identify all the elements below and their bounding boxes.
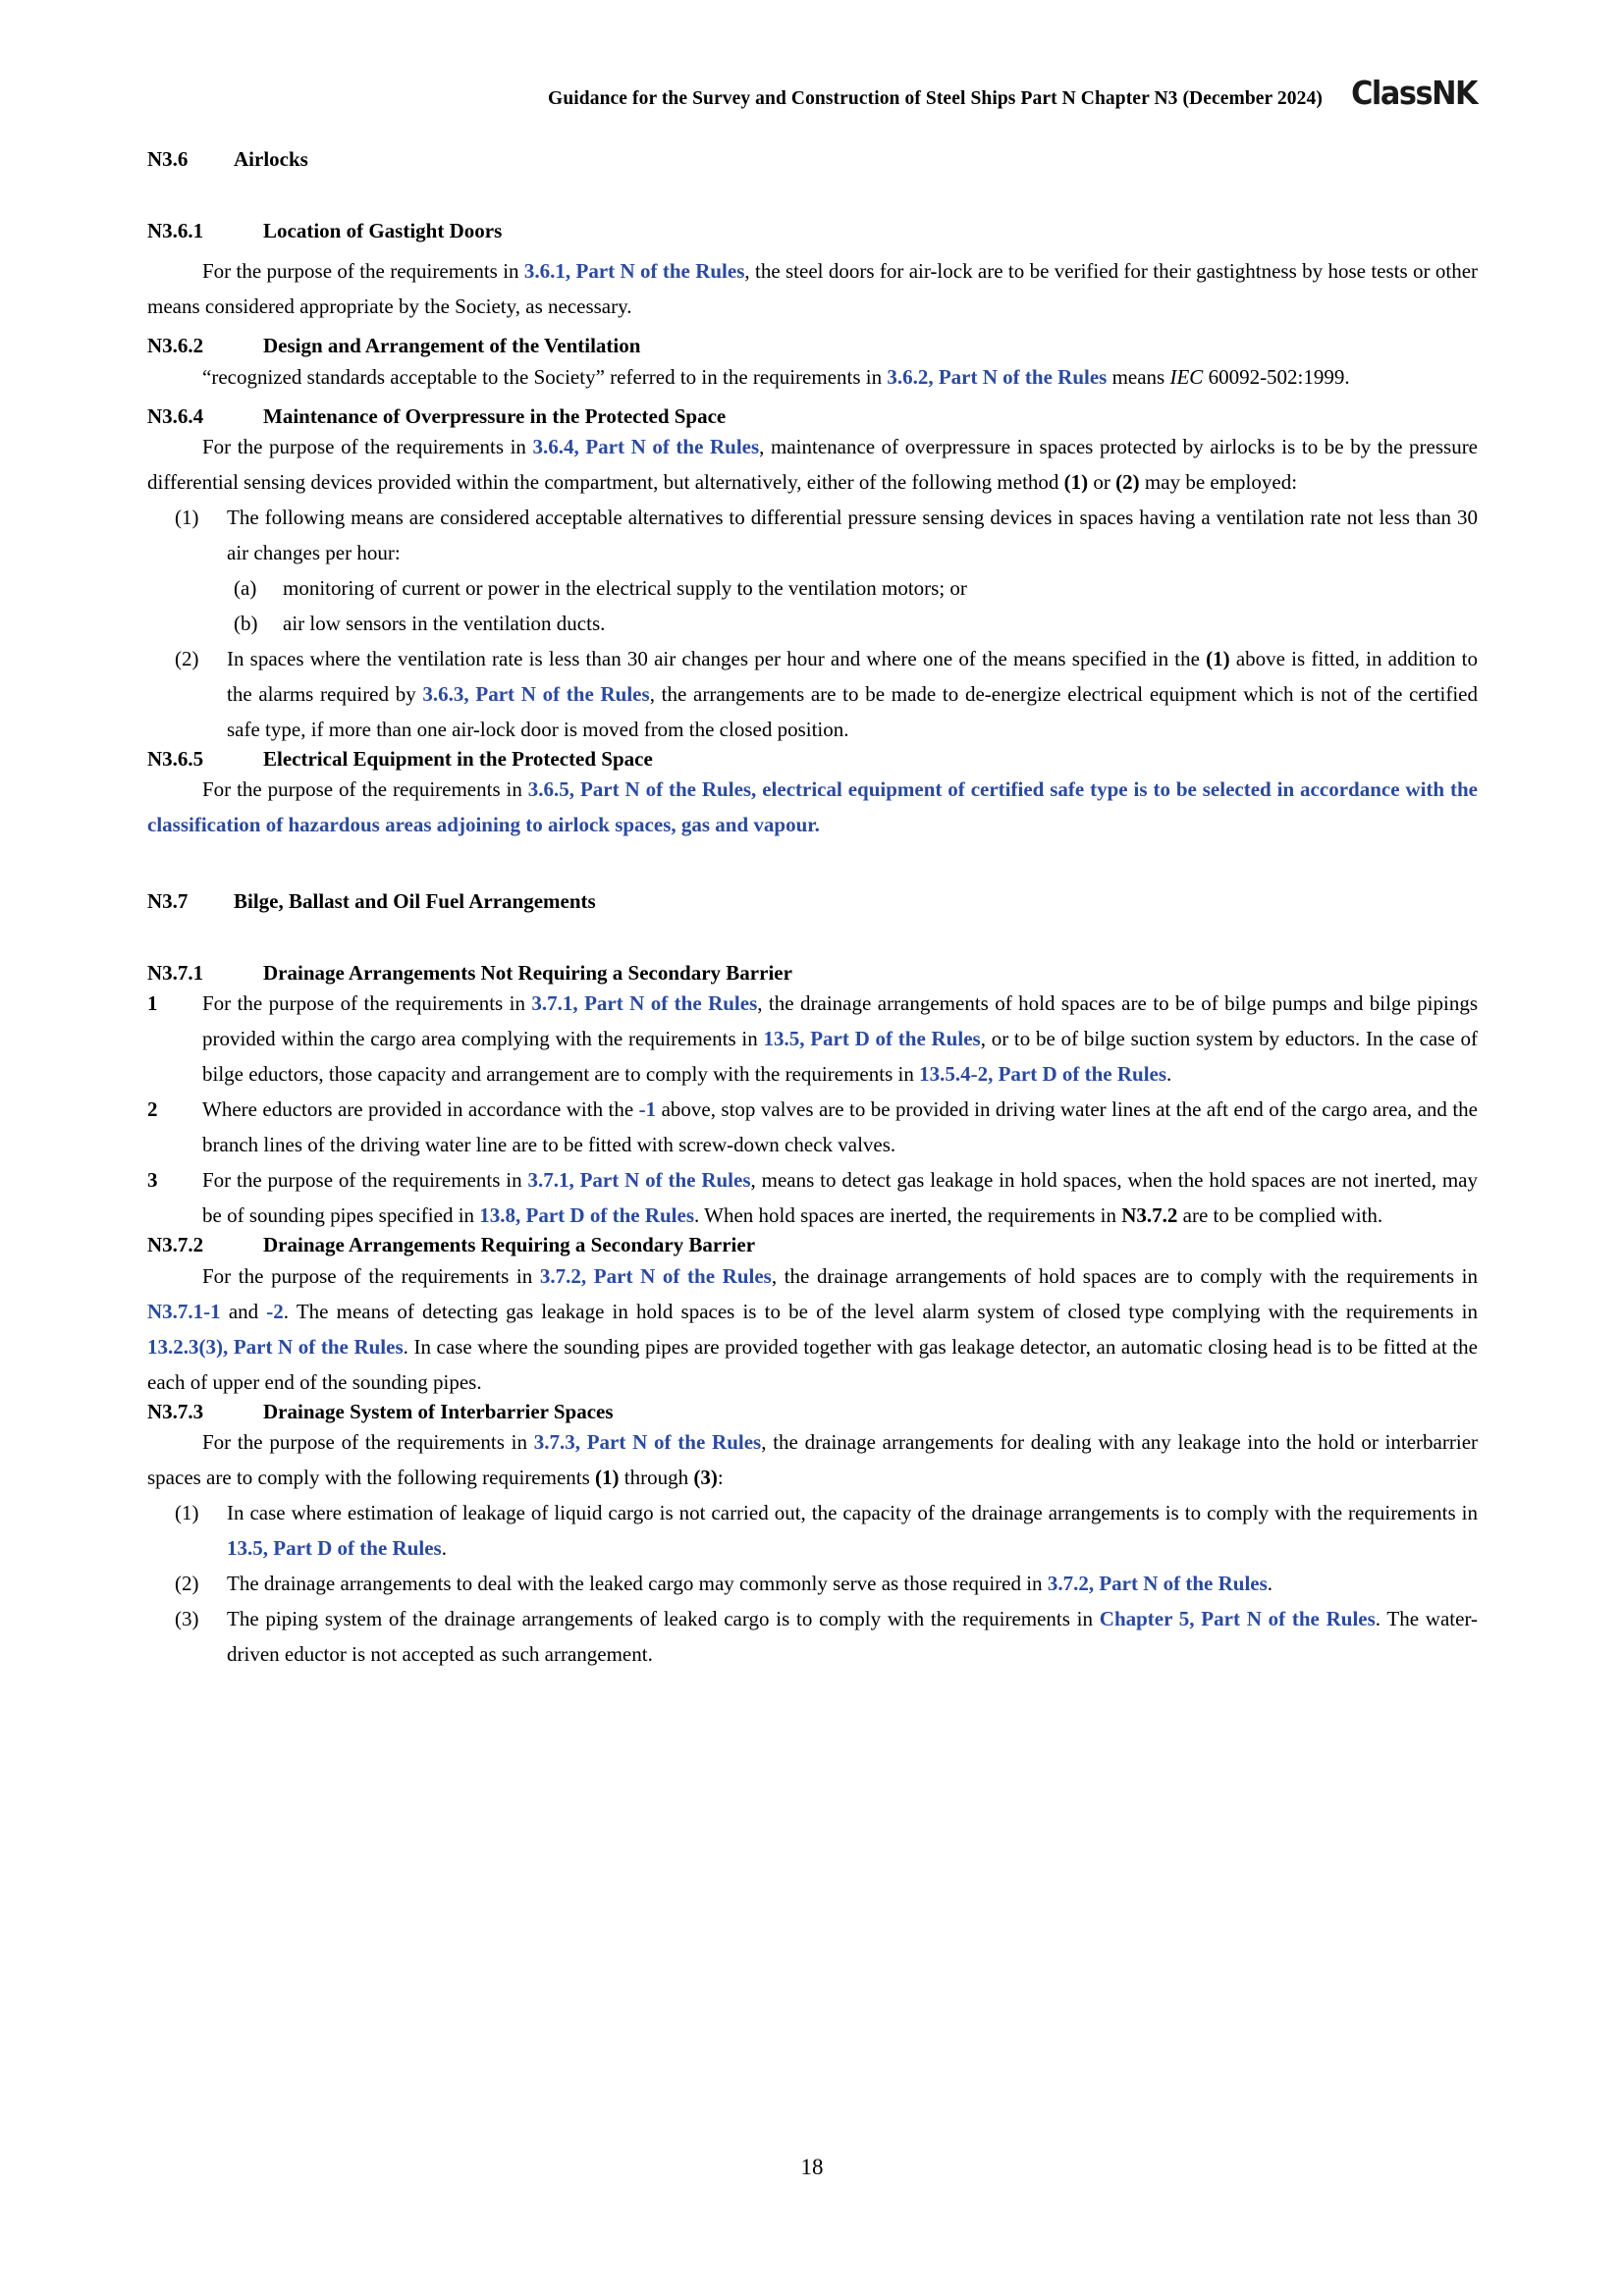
heading-n3-7-2 xyxy=(147,1233,1478,1257)
page-footer xyxy=(0,2156,1624,2178)
text-run: , the arrangements are to be made to de-energize electrical equipment which is not of the certified safe type, if more than one air-lock door is moved from the closed position. xyxy=(227,681,1479,741)
heading-n3-6-1-title: Location of Gastight Doors xyxy=(263,219,503,243)
heading-n3-6-4-title: Maintenance of Overpressure in the Protected Space xyxy=(263,403,727,428)
heading-n3-7-1 xyxy=(147,961,1478,986)
rule-reference: 3.7.1, Part N of the Rules xyxy=(527,1168,751,1193)
bold-marker: (1) xyxy=(1063,469,1089,494)
heading-n3-6-4 xyxy=(147,404,1478,429)
text-run: For the purpose of the requirements in xyxy=(202,259,524,284)
text-run: : xyxy=(717,1465,724,1489)
heading-n3-7-3 xyxy=(147,1400,1478,1424)
heading-n3-7-number: N3.7 xyxy=(147,888,189,913)
text-run: For the purpose of the requirements in xyxy=(202,434,533,458)
header-title: Guidance for the Survey and Construction of Steel Ships Part N Chapter N3 (December 2024) xyxy=(548,87,1323,109)
paragraph-n3-6-1 xyxy=(147,253,1478,324)
text-run: , the drainage arrangements of hold spaces are to be of bilge pumps and bilge pipings provided within the cargo area complying with the requirements in xyxy=(202,991,1479,1051)
paragraph-text xyxy=(202,986,1478,1092)
paragraph-n3-7-3 xyxy=(147,1424,1478,1495)
rule-reference: 13.5, Part D of the Rules xyxy=(763,1027,981,1051)
list-marker: (a) xyxy=(234,575,257,600)
text-run: means xyxy=(1107,364,1170,389)
heading-n3-7 xyxy=(147,889,1478,914)
rule-reference: 13.5, Part D of the Rules xyxy=(227,1535,442,1560)
paragraph-n3-6-5 xyxy=(147,772,1478,842)
bold-marker: (2) xyxy=(1115,469,1140,494)
text-run: or xyxy=(1088,469,1116,494)
text-run: . The means of detecting gas leakage in hold spaces is to be of the level alarm system of closed type complying with the requirements in xyxy=(283,1299,1478,1323)
heading-n3-6-1 xyxy=(147,219,1478,243)
heading-n3-7-title: Bilge, Ballast and Oil Fuel Arrangements xyxy=(234,888,596,913)
text-run: The drainage arrangements to deal with the leaked cargo may commonly serve as those required in xyxy=(227,1571,1048,1595)
document-content xyxy=(147,147,1478,1672)
rule-reference: 3.7.1, Part N of the Rules xyxy=(531,991,758,1016)
text-run: through xyxy=(619,1465,694,1489)
heading-n3-7-2-number: N3.7.2 xyxy=(147,1233,204,1257)
list-marker: (3) xyxy=(175,1606,199,1630)
list-item xyxy=(175,1566,1478,1601)
rule-reference: 13.2.3(3), Part N of the Rules xyxy=(147,1334,404,1359)
paragraph-number: 1 xyxy=(147,991,158,1016)
text-run: . xyxy=(1267,1571,1273,1595)
numbered-paragraph-1 xyxy=(147,986,1478,1092)
text-run: , or to be of bilge suction system by eductors. In the case of bilge eductors, those capacity and arrangement are to comply with the requirements in xyxy=(202,1027,1478,1087)
rule-reference: 3.6.3, Part N of the Rules xyxy=(422,681,650,706)
text-run: . xyxy=(1166,1062,1172,1087)
paragraph-text xyxy=(202,1092,1478,1162)
list-marker: (1) xyxy=(175,1500,199,1524)
text-run: In spaces where the ventilation rate is less than 30 air changes per hour and where one of the means specified in the xyxy=(227,646,1207,670)
text-run: and xyxy=(220,1299,267,1323)
list-item-text: monitoring of current or power in the electrical supply to the ventilation motors; or xyxy=(283,575,967,600)
numbered-paragraph-3 xyxy=(147,1162,1478,1233)
text-run: For the purpose of the requirements in xyxy=(202,1263,540,1288)
rule-reference: -1 xyxy=(638,1097,657,1122)
heading-n3-6 xyxy=(147,147,1478,172)
rule-reference: Chapter 5, Part N of the Rules xyxy=(1099,1606,1376,1630)
heading-n3-7-2-title: Drainage Arrangements Requiring a Secondary Barrier xyxy=(263,1233,756,1257)
text-run: “recognized standards acceptable to the Society” referred to in the requirements in xyxy=(202,364,888,389)
paragraph-number: 3 xyxy=(147,1168,158,1193)
rule-reference: -2 xyxy=(266,1299,284,1323)
text-run: are to be complied with. xyxy=(1177,1203,1383,1228)
text-run: For the purpose of the requirements in xyxy=(202,1429,534,1454)
bold-marker: (3) xyxy=(693,1465,718,1489)
rule-reference: 13.5.4-2, Part D of the Rules xyxy=(919,1062,1167,1087)
heading-n3-6-1-number: N3.6.1 xyxy=(147,219,204,243)
classnk-logo: ClassNK xyxy=(1351,73,1477,112)
list-marker: (2) xyxy=(175,1571,199,1595)
paragraph-n3-7-2 xyxy=(147,1258,1478,1400)
heading-n3-6-number: N3.6 xyxy=(147,147,189,171)
list-item-text xyxy=(227,1495,1478,1566)
rule-reference: N3.7.1-1 xyxy=(147,1299,221,1323)
list-item xyxy=(234,570,1478,606)
text-run: . xyxy=(441,1535,447,1560)
heading-n3-7-3-title: Drainage System of Interbarrier Spaces xyxy=(263,1399,614,1423)
text-run: 60092-502:1999. xyxy=(1203,364,1350,389)
page-number: 18 xyxy=(800,2155,824,2179)
heading-n3-7-1-number: N3.7.1 xyxy=(147,961,204,986)
rule-reference: 3.6.5, Part N of the Rules, electrical equipment of certified safe type is to be selected in accordance with the classification of hazardous areas adjoining to airlock spaces, gas and vapour. xyxy=(147,776,1479,836)
paragraph-n3-6-4 xyxy=(147,429,1478,500)
list-item-text xyxy=(227,1601,1478,1672)
list-item xyxy=(175,500,1478,570)
list-marker: (b) xyxy=(234,611,258,635)
text-run: For the purpose of the requirements in xyxy=(202,776,528,801)
list-item-text xyxy=(227,1566,1478,1601)
heading-n3-6-2-number: N3.6.2 xyxy=(147,334,204,358)
list-item-text: The following means are considered acceptable alternatives to differential pressure sensing devices in spaces having a ventilation rate not less than 30 air changes per hour: xyxy=(227,505,1478,564)
heading-n3-7-1-title: Drainage Arrangements Not Requiring a Secondary Barrier xyxy=(263,961,792,986)
rule-reference: 3.6.4, Part N of the Rules xyxy=(532,434,760,458)
text-run: , maintenance of overpressure in spaces protected by airlocks is to be by the pressure differential sensing devices provided within the compartment, but alternatively, either of the following method xyxy=(147,434,1479,494)
list-marker: (1) xyxy=(175,505,199,529)
list-item-text: air low sensors in the ventilation ducts. xyxy=(283,611,606,635)
text-run: , the steel doors for air-lock are to be verified for their gastightness by hose tests or other means considered appropriate by the Society, as necessary. xyxy=(147,259,1479,319)
rule-reference: 3.7.2, Part N of the Rules xyxy=(539,1263,772,1288)
text-run: . When hold spaces are inerted, the requirements in xyxy=(694,1203,1122,1228)
numbered-paragraph-2 xyxy=(147,1092,1478,1162)
text-run: In case where estimation of leakage of liquid cargo is not carried out, the capacity of the drainage arrangements is to comply with the requirements in xyxy=(227,1500,1478,1524)
text-run: , the drainage arrangements for dealing with any leakage into the hold or interbarrier spaces are to comply with the following requirements xyxy=(147,1429,1479,1489)
heading-n3-6-5-number: N3.6.5 xyxy=(147,746,204,771)
list-item-text xyxy=(227,641,1478,747)
text-run: , means to detect gas leakage in hold spaces, when the hold spaces are not inerted, may be of sounding pipes specified in xyxy=(202,1168,1478,1228)
text-run: . In case where the sounding pipes are provided together with gas leakage detector, an automatic closing head is to be fitted at the each of upper end of the sounding pipes. xyxy=(147,1334,1478,1394)
bold-marker: (1) xyxy=(1206,646,1230,670)
paragraph-n3-6-2 xyxy=(147,359,1478,395)
italic-term: IEC xyxy=(1169,364,1204,389)
heading-n3-7-3-number: N3.7.3 xyxy=(147,1399,204,1423)
paragraph-text xyxy=(202,1162,1478,1233)
heading-n3-6-2 xyxy=(147,334,1478,358)
text-run: may be employed: xyxy=(1139,469,1298,494)
text-run: , the drainage arrangements of hold spaces are to comply with the requirements in xyxy=(771,1263,1478,1288)
list-item xyxy=(234,606,1478,641)
heading-n3-6-4-number: N3.6.4 xyxy=(147,403,204,428)
text-run: above, stop valves are to be provided in driving water lines at the aft end of the cargo area, and the branch lines of the driving water line are to be fitted with screw-down check valves. xyxy=(202,1097,1478,1157)
text-run: For the purpose of the requirements in xyxy=(202,1168,528,1193)
heading-n3-6-2-title: Design and Arrangement of the Ventilation xyxy=(263,334,641,358)
bold-marker: (1) xyxy=(595,1465,620,1489)
rule-reference: 13.8, Part D of the Rules xyxy=(479,1203,694,1228)
paragraph-number: 2 xyxy=(147,1097,158,1122)
text-run: The piping system of the drainage arrangements of leaked cargo is to comply with the requirements in xyxy=(227,1606,1100,1630)
heading-n3-6-5-title: Electrical Equipment in the Protected Space xyxy=(263,746,653,771)
heading-n3-6-title: Airlocks xyxy=(234,147,308,171)
rule-reference: 3.7.3, Part N of the Rules xyxy=(533,1429,762,1454)
text-run: above is fitted, in addition to the alarms required by xyxy=(227,646,1478,706)
rule-reference: 3.6.1, Part N of the Rules xyxy=(523,259,745,284)
rule-reference: 3.7.2, Part N of the Rules xyxy=(1047,1571,1268,1595)
page-header xyxy=(147,73,1477,112)
text-run: . The water-driven eductor is not accepted as such arrangement. xyxy=(227,1606,1479,1666)
list-item xyxy=(175,641,1478,747)
rule-reference: 3.6.2, Part N of the Rules xyxy=(887,364,1108,389)
list-marker: (2) xyxy=(175,646,199,670)
heading-n3-6-5 xyxy=(147,747,1478,772)
list-item xyxy=(175,1495,1478,1566)
list-item xyxy=(175,1601,1478,1672)
text-run: Where eductors are provided in accordance with the xyxy=(202,1097,639,1122)
text-run: For the purpose of the requirements in xyxy=(202,991,532,1016)
bold-cross-reference: N3.7.2 xyxy=(1121,1203,1178,1228)
